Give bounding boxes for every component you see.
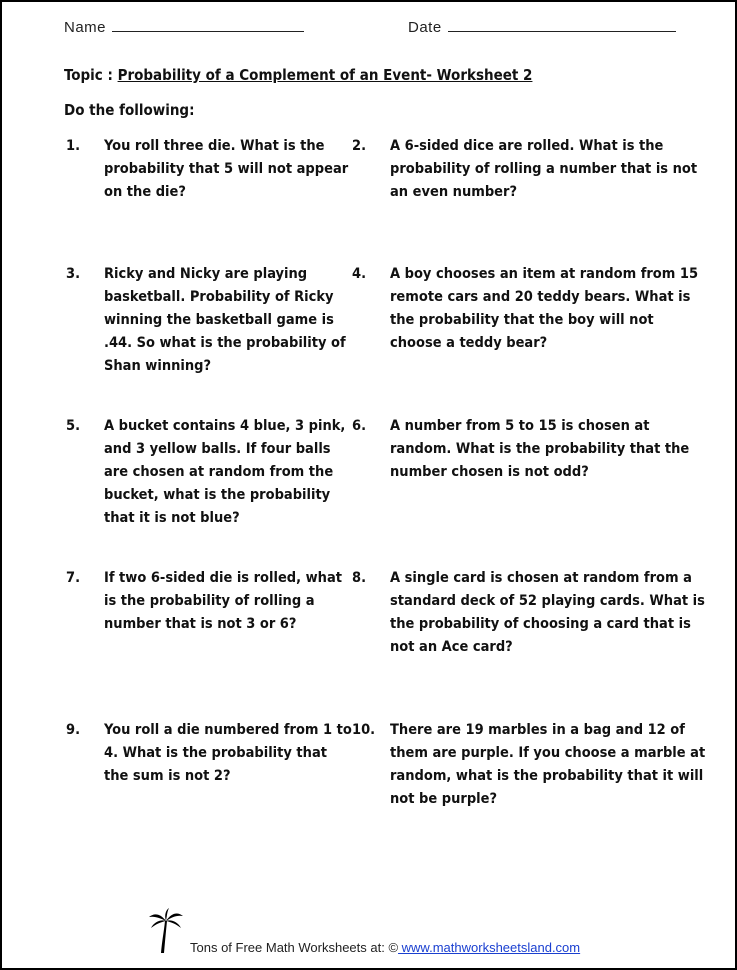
name-label: Name	[64, 19, 107, 36]
problem-number: 6.	[352, 418, 367, 434]
date-field	[408, 18, 676, 36]
footer-text: Tons of Free Math Worksheets at: ©	[190, 940, 399, 955]
problem-number: 1.	[66, 138, 81, 154]
topic-title: Probability of a Complement of an Event- Worksheet 2	[117, 66, 533, 84]
name-field	[64, 18, 304, 36]
problem-text: If two 6-sided die is rolled, what is the probability of rolling a number that is not 3 or 6?	[104, 570, 343, 632]
problem-number: 4.	[352, 266, 367, 282]
footer	[2, 907, 735, 957]
problem-text: You roll a die numbered from 1 to 4. What is the probability that the sum is not 2?	[104, 722, 352, 784]
problem-number: 10.	[352, 722, 376, 738]
problem-number: 9.	[66, 722, 81, 738]
problem-number: 2.	[352, 138, 367, 154]
problem-text: Ricky and Nicky are playing basketball. Probability of Ricky winning the basketball game is .44. So what is the probability of Shan winning?	[104, 266, 346, 374]
palm-tree-icon	[148, 907, 184, 955]
name-blank-line[interactable]	[112, 18, 304, 32]
problem-number: 8.	[352, 570, 367, 586]
problem-text: There are 19 marbles in a bag and 12 of them are purple. If you choose a marble at random, what is the probability that it will not be purple?	[390, 722, 706, 807]
problem-number: 5.	[66, 418, 81, 434]
instructions: Do the following:	[64, 101, 195, 119]
problem-number: 3.	[66, 266, 81, 282]
problem-number: 7.	[66, 570, 81, 586]
problem-text: A number from 5 to 15 is chosen at random. What is the probability that the number chosen is not odd?	[390, 418, 690, 480]
problem-text: A boy chooses an item at random from 15 remote cars and 20 teddy bears. What is the probability that the boy will not choose a teddy bear?	[390, 266, 699, 351]
footer-credit	[190, 940, 580, 955]
problem-text: You roll three die. What is the probability that 5 will not appear on the die?	[104, 138, 349, 200]
problem-text: A single card is chosen at random from a standard deck of 52 playing cards. What is the probability of choosing a card that is not an Ace card?	[390, 570, 705, 655]
topic-label: Topic :	[64, 66, 113, 84]
topic-line	[64, 66, 532, 84]
website-link[interactable]: www.mathworksheetsland.com	[398, 940, 581, 955]
date-blank-line[interactable]	[448, 18, 676, 32]
problem-text: A bucket contains 4 blue, 3 pink, and 3 yellow balls. If four balls are chosen at random from the bucket, what is the probability that it is not blue?	[104, 418, 346, 526]
problem-text: A 6-sided dice are rolled. What is the probability of rolling a number that is not an even number?	[390, 138, 698, 200]
date-label: Date	[408, 19, 442, 36]
